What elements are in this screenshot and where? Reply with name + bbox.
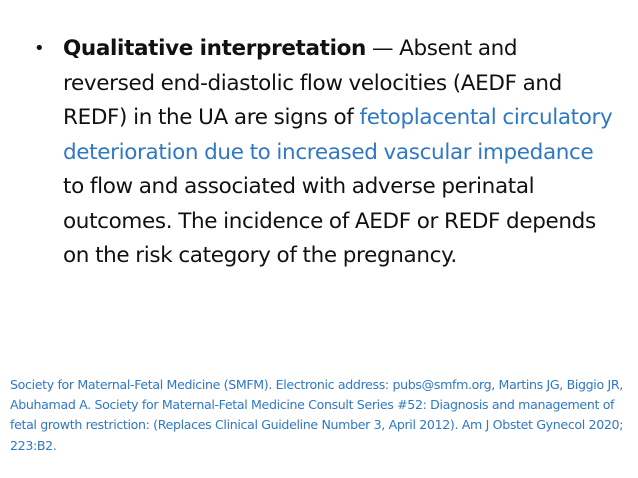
bullet-row bbox=[34, 32, 614, 274]
bullet-term: Qualitative interpretation bbox=[63, 36, 366, 61]
bullet-text-after-highlight: to flow and associated with adverse perinatal outcomes. The incidence of AEDF or REDF depends on the risk category of the pregnancy. bbox=[63, 174, 596, 268]
bullet-dash: — bbox=[365, 36, 400, 61]
bullet-highlight: fetoplacental circulatory deterioration due to increased vascular impedance bbox=[63, 105, 613, 165]
bullet-text-before-highlight: Absent and reversed end-diastolic flow velocities (AEDF and REDF) in the UA are signs of bbox=[63, 36, 562, 130]
bullet-text bbox=[63, 32, 614, 274]
bullet-symbol: • bbox=[34, 38, 45, 59]
citation-reference: Society for Maternal-Fetal Medicine (SMFM). Electronic address: pubs@smfm.org, Martins JG, Biggio JR, Abuhamad A. Society for Maternal-Fetal Medicine Consult Series #52: Diagnosis and management of fetal growth restriction: (Replaces Clinical Guideline Number 3, April 2012). Am J Obstet Gynecol 2020; 223:B2. bbox=[10, 377, 624, 453]
bullet-point bbox=[34, 32, 614, 274]
